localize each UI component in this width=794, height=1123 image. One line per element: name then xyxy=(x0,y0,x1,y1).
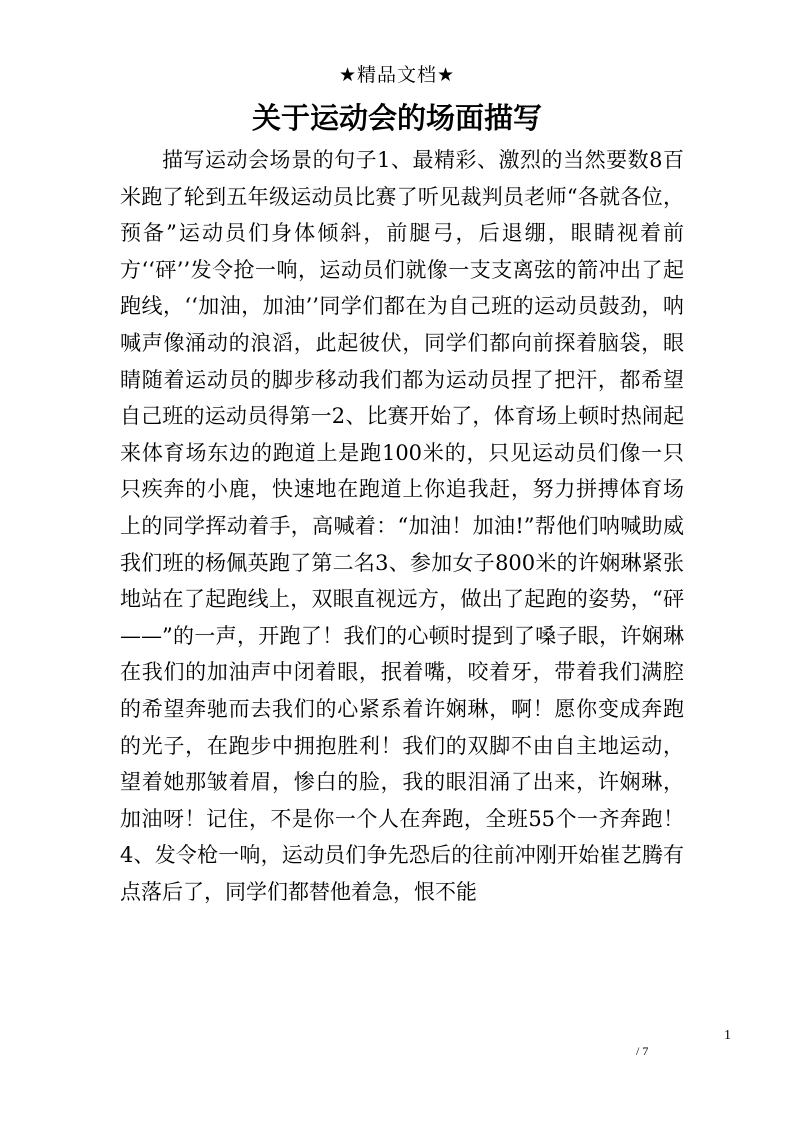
page-number: 1 xyxy=(724,1028,731,1043)
body-paragraph: 描写运动会场景的句子1、最精彩、激烈的当然要数8百米跑了轮到五年级运动员比赛了听见裁判员老师“各就各位，预备”运动员们身体倾斜，前腿弓，后退绷，眼睛视着前方‘‘砰’’发令抢一响，运动员们就像一支支离弦的箭冲出了起跑线，‘‘加油，加油’’同学们都在为自己班的运动员鼓劲，呐喊声像涌动的浪滔，此起彼伏，同学们都向前探着脑袋，眼睛随着运动员的脚步移动我们都为运动员捏了把汗，都希望自己班的运动员得第一2、比赛开始了，体育场上顿时热闹起来体育场东边的跑道上是跑100米的，只见运动员们像一只只疾奔的小鹿，快速地在跑道上你追我赶，努力拼搏体育场上的同学挥动着手，高喊着：“加油！加油!”帮他们呐喊助威我们班的杨佩英跑了第二名3、参加女子800米的许娴琳紧张地站在了起跑线上，双眼直视远方，做出了起跑的姿势，“砰——”的一声，开跑了！我们的心顿时提到了嗓子眼，许娴琳在我们的加油声中闭着眼，抿着嘴，咬着牙，带着我们满腔的希望奔驰而去我们的心紧系着许娴琳，啊！愿你变成奔跑的光子，在跑步中拥抱胜利！我们的双脚不由自主地运动，望着她那皱着眉，惨白的脸，我的眼泪涌了出来，许娴琳，加油呀！记住，不是你一个人在奔跑，全班55个一齐奔跑！4、发令枪一响，运动员们争先恐后的往前冲刚开始崔艺腾有点落后了，同学们都替他着急，恨不能 xyxy=(120,148,684,904)
document-title: 关于运动会的场面描写 xyxy=(251,101,542,135)
header-mark: ★精品文档★ xyxy=(338,64,456,86)
page-total: / 7 xyxy=(636,1044,649,1058)
